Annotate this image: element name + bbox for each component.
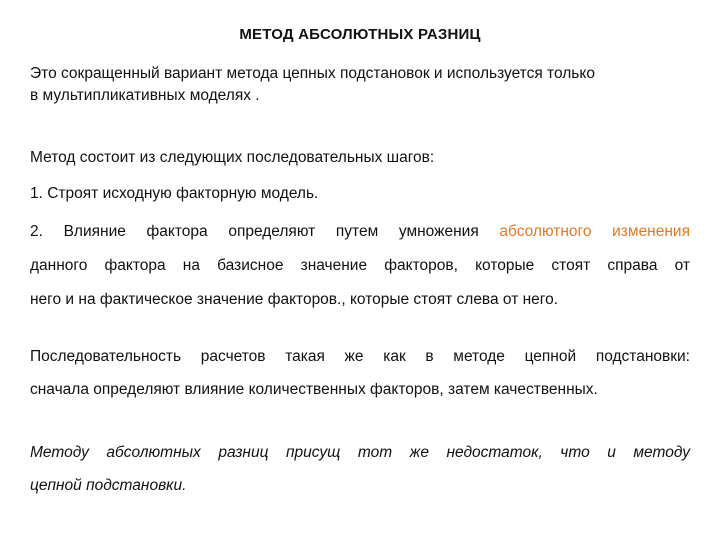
step-2-line-2: данного фактора на базисное значение факторов, которые стоят справа от: [30, 257, 690, 274]
page-title: МЕТОД АБСОЛЮТНЫХ РАЗНИЦ: [239, 26, 481, 43]
intro-paragraph: [30, 63, 690, 107]
note-paragraph: [30, 436, 690, 502]
step-1: 1. Строят исходную факторную модель.: [30, 185, 319, 202]
note-line-2: цепной подстановки.: [30, 477, 187, 494]
step-2-line-3: него и на фактическое значение факторов., которые стоят слева от него.: [30, 291, 559, 308]
intro-line-1: Это сокращенный вариант метода цепных подстановок и используется только: [30, 65, 595, 82]
step-2-line-1: [30, 215, 690, 249]
step-2-highlight: абсолютного изменения: [499, 223, 690, 240]
sequence-paragraph: [30, 340, 690, 406]
sequence-line-2: сначала определяют влияние количественных факторов, затем качественных.: [30, 381, 598, 398]
sequence-line-1: Последовательность расчетов такая же как в методе цепной подстановки:: [30, 348, 690, 365]
note-line-1: Методу абсолютных разниц присущ тот же недостаток, что и методу: [30, 444, 690, 461]
step-2: [30, 215, 690, 317]
step-2-text: 2. Влияние фактора определяют путем умножения: [30, 223, 500, 240]
intro-line-2: в мультипликативных моделях .: [30, 87, 260, 104]
steps-intro: Метод состоит из следующих последовательных шагов:: [30, 149, 435, 166]
